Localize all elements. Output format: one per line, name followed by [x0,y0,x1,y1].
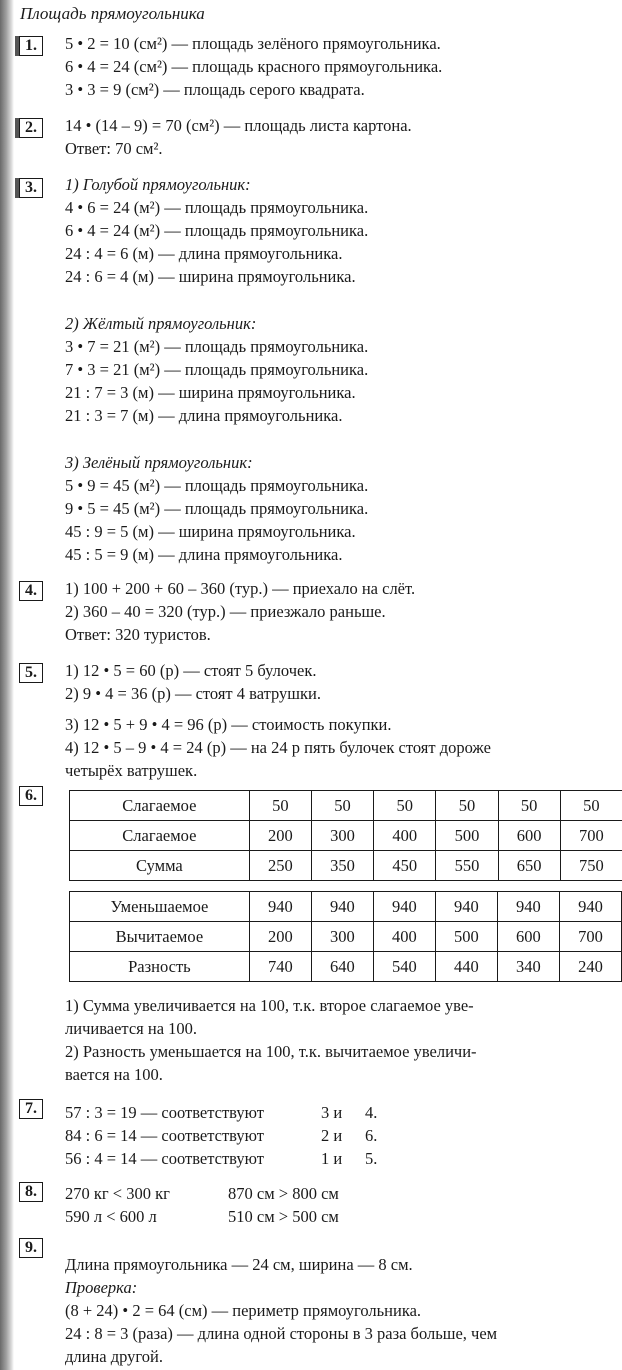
row-label: Разность [70,952,250,982]
task-line: 7 • 3 = 21 (м²) — площадь прямоугольника. [65,360,369,379]
table-row [70,952,622,982]
match-a: 2 и [321,1126,343,1145]
row-label: Слагаемое [70,791,250,821]
comparison: 510 см > 500 см [228,1207,339,1226]
task-line: вается на 100. [65,1065,163,1084]
table-cell: 940 [311,892,373,922]
subtask-heading: 1) Голубой прямоугольник: [65,175,251,194]
table-cell: 500 [436,821,498,851]
task-number-2: 2. [19,118,43,138]
task-number-7: 7. [19,1099,43,1119]
table-cell: 300 [311,922,373,952]
match-b: 6. [365,1126,378,1145]
expression: 57 : 3 = 19 — соответствуют [65,1103,264,1122]
comparison: 590 л < 600 л [65,1207,157,1226]
task-line: 5 • 2 = 10 (см²) — площадь зелёного прямоугольника. [65,34,441,53]
task-line: 2) 360 – 40 = 320 (тур.) — приезжало раньше. [65,602,386,621]
task-line: (8 + 24) • 2 = 64 (см) — периметр прямоугольника. [65,1301,422,1320]
task-line: 45 : 9 = 5 (м) — ширина прямоугольника. [65,522,356,541]
task-line: 21 : 3 = 7 (м) — длина прямоугольника. [65,406,343,425]
task-line: 2) Разность уменьшается на 100, т.к. вычитаемое увеличи- [65,1042,477,1061]
task-line: 1) 100 + 200 + 60 – 360 (тур.) — приехало на слёт. [65,579,416,598]
table-cell: 940 [249,892,311,922]
comparison: 870 см > 800 см [228,1184,339,1203]
table-cell: 940 [497,892,559,922]
page-title: Площадь прямоугольника [20,4,205,23]
table-cell: 200 [249,922,311,952]
check-heading: Проверка: [65,1278,138,1297]
table-cell: 600 [498,821,560,851]
table-cell: 440 [435,952,497,982]
table-cell: 400 [373,922,435,952]
task-line: 1) Сумма увеличивается на 100, т.к. второе слагаемое уве- [65,996,474,1015]
table-cell: 50 [436,791,498,821]
table-cell: 350 [311,851,373,881]
table-cell: 50 [311,791,373,821]
task-line [65,1182,339,1205]
expression: 84 : 6 = 14 — соответствуют [65,1126,264,1145]
comparison: 270 кг < 300 кг [65,1184,170,1203]
table-cell: 300 [311,821,373,851]
table-cell: 740 [249,952,311,982]
row-label: Сумма [70,851,250,881]
task-line: 24 : 6 = 4 (м) — ширина прямоугольника. [65,267,356,286]
task-number-5: 5. [19,663,43,683]
task-line: 3 • 7 = 21 (м²) — площадь прямоугольника. [65,337,369,356]
task-line: 3) 12 • 5 + 9 • 4 = 96 (р) — стоимость покупки. [65,715,392,734]
task-line: четырёх ватрушек. [65,761,198,780]
table-cell: 650 [498,851,560,881]
task-line: 4) 12 • 5 – 9 • 4 = 24 (р) — на 24 р пять булочек стоят дороже [65,738,491,757]
task-line: 24 : 4 = 6 (м) — длина прямоугольника. [65,244,343,263]
task-line: длина другой. [65,1347,163,1366]
subtraction-table [69,891,622,982]
table-cell: 500 [435,922,497,952]
table-cell: 200 [249,821,311,851]
task-line: 1) 12 • 5 = 60 (р) — стоят 5 булочек. [65,661,317,680]
task-line: 4 • 6 = 24 (м²) — площадь прямоугольника. [65,198,369,217]
subtask-heading: 2) Жёлтый прямоугольник: [65,314,257,333]
table-cell: 550 [436,851,498,881]
table-cell: 940 [435,892,497,922]
task-number-1: 1. [19,36,43,56]
table-row [70,821,622,851]
table-cell: 340 [497,952,559,982]
task-number-9: 9. [19,1238,43,1258]
task-1-block [65,32,442,101]
table-cell: 240 [559,952,621,982]
task-line: 14 • (14 – 9) = 70 (см²) — площадь листа картона. [65,116,412,135]
task-line: 21 : 7 = 3 (м) — ширина прямоугольника. [65,383,356,402]
task-line [65,1147,377,1170]
addition-table [69,790,622,881]
task-line: 3 • 3 = 9 (см²) — площадь серого квадрата. [65,80,365,99]
table-cell: 640 [311,952,373,982]
table-cell: 50 [498,791,560,821]
table-cell: 700 [559,922,621,952]
task-6-notes [65,994,477,1086]
table-cell: 600 [497,922,559,952]
table-cell: 50 [249,791,311,821]
match-a: 1 и [321,1149,343,1168]
task-2-block [65,114,412,160]
task-9-block [65,1253,497,1368]
table-row [70,922,622,952]
task-8-block [65,1182,339,1228]
task-line: 45 : 5 = 9 (м) — длина прямоугольника. [65,545,343,564]
task-line: Длина прямоугольника — 24 см, ширина — 8 см. [65,1255,413,1274]
row-label: Вычитаемое [70,922,250,952]
task-4-block [65,577,415,646]
task-3-block [65,173,368,566]
task-5-block [65,659,491,782]
task-number-8: 8. [19,1182,43,1202]
task-line: Ответ: 70 см². [65,139,163,158]
task-line: 2) 9 • 4 = 36 (р) — стоят 4 ватрушки. [65,684,321,703]
task-line: личивается на 100. [65,1019,198,1038]
table-row [70,791,622,821]
task-number-6: 6. [19,786,43,806]
task-line [65,1205,339,1228]
task-line: 6 • 4 = 24 (м²) — площадь прямоугольника. [65,221,369,240]
table-row [70,851,622,881]
table-cell: 250 [249,851,311,881]
task-line [65,1124,377,1147]
table-cell: 450 [374,851,436,881]
table-cell: 540 [373,952,435,982]
table-cell: 700 [560,821,622,851]
task-number-3: 3. [19,178,43,198]
table-cell: 50 [374,791,436,821]
task-number-4: 4. [19,581,43,601]
subtask-heading: 3) Зелёный прямоугольник: [65,453,253,472]
row-label: Слагаемое [70,821,250,851]
expression: 56 : 4 = 14 — соответствуют [65,1149,264,1168]
match-b: 5. [365,1149,378,1168]
match-b: 4. [365,1103,378,1122]
table-cell: 940 [559,892,621,922]
table-cell: 50 [560,791,622,821]
task-line: 6 • 4 = 24 (см²) — площадь красного прямоугольника. [65,57,443,76]
table-cell: 940 [373,892,435,922]
task-line: Ответ: 320 туристов. [65,625,211,644]
table-cell: 400 [374,821,436,851]
task-line: 5 • 9 = 45 (м²) — площадь прямоугольника. [65,476,369,495]
book-spine-shadow [0,0,14,1370]
task-7-block [65,1101,377,1170]
row-label: Уменьшаемое [70,892,250,922]
table-cell: 750 [560,851,622,881]
table-row [70,892,622,922]
task-line: 24 : 8 = 3 (раза) — длина одной стороны в 3 раза больше, чем [65,1324,498,1343]
task-line: 9 • 5 = 45 (м²) — площадь прямоугольника. [65,499,369,518]
match-a: 3 и [321,1103,343,1122]
task-line [65,1101,377,1124]
